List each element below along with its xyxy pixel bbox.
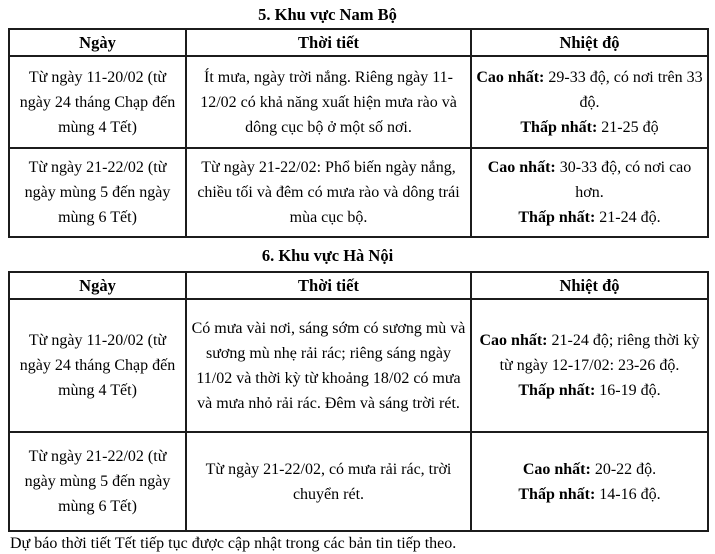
temp-low-value: 21-24 độ. (595, 209, 661, 226)
temp-low-line (476, 378, 703, 403)
temp-low-line (476, 115, 703, 140)
temp-high-value: 20-22 độ. (590, 460, 657, 478)
temperature-cell (471, 432, 708, 531)
temp-low-value: 21-25 độ (597, 118, 659, 136)
temp-high-value: 21-24 độ; riêng thời kỳ từ ngày 12-17/02: 23-26 độ. (499, 332, 700, 374)
column-header-weather: Thời tiết (186, 272, 471, 299)
weather-cell: Từ ngày 21-22/02, có mưa rải rác, trời chuyển rét. (186, 432, 471, 531)
section-title-nam-bo: 5. Khu vực Nam Bộ (258, 5, 397, 24)
temp-high-label: Cao nhất: (476, 68, 545, 86)
temp-high-value: 30-33 độ, có nơi cao hơn. (555, 159, 692, 201)
temp-high-label: Cao nhất: (479, 332, 548, 349)
table-row (9, 432, 708, 531)
temp-low-label: Thấp nhất: (518, 382, 596, 399)
temp-high-line (476, 65, 703, 115)
weather-table-ha-noi (8, 271, 709, 532)
temp-low-label: Thấp nhất: (518, 209, 596, 226)
temp-high-line (476, 155, 703, 205)
weather-cell: Có mưa vài nơi, sáng sớm có sương mù và sương mù nhẹ rải rác; riêng sáng ngày 11/02 và thời kỳ từ khoảng 18/02 có mưa và mưa nhỏ rải rác. Đêm và sáng trời rét. (186, 299, 471, 432)
temp-high-label: Cao nhất: (522, 460, 591, 478)
table-row (9, 299, 708, 432)
temp-low-line (476, 482, 703, 507)
temp-high-label: Cao nhất: (487, 159, 556, 176)
temp-low-value: 14-16 độ. (595, 485, 661, 503)
weather-table-nam-bo (8, 28, 709, 238)
column-header-temperature: Nhiệt độ (471, 29, 708, 56)
header-row (9, 272, 708, 299)
temp-low-label: Thấp nhất: (518, 485, 596, 503)
temp-low-label: Thấp nhất: (520, 118, 598, 136)
header-row (9, 29, 708, 56)
column-header-temperature: Nhiệt độ (471, 272, 708, 299)
section-title-ha-noi: 6. Khu vực Hà Nội (261, 246, 394, 265)
temperature-cell (471, 299, 708, 432)
temp-high-line (476, 328, 703, 378)
date-cell: Từ ngày 11-20/02 (từ ngày 24 tháng Chạp đến mùng 4 Tết) (9, 299, 186, 432)
weather-cell: Từ ngày 21-22/02: Phổ biến ngày nắng, chiều tối và đêm có mưa rào và dông trái mùa cục bộ. (186, 148, 471, 237)
temp-low-value: 16-19 độ. (595, 382, 661, 399)
date-cell: Từ ngày 21-22/02 (từ ngày mùng 5 đến ngày mùng 6 Tết) (9, 148, 186, 237)
date-cell: Từ ngày 11-20/02 (từ ngày 24 tháng Chạp đến mùng 4 Tết) (9, 56, 186, 148)
temp-high-line (476, 457, 703, 482)
column-header-weather: Thời tiết (186, 29, 471, 56)
truncated-text-line: Dự báo thời tiết Tết tiếp tục được cập nhật trong các bản tin tiếp theo. (10, 535, 457, 552)
column-header-date: Ngày (9, 272, 186, 299)
temp-high-value: 29-33 độ, có nơi trên 33 độ. (544, 68, 703, 111)
temp-low-line (476, 205, 703, 230)
table-row (9, 148, 708, 237)
weather-cell: Ít mưa, ngày trời nắng. Riêng ngày 11-12/02 có khả năng xuất hiện mưa rào và dông cục bộ ở một số nơi. (186, 56, 471, 148)
temperature-cell (471, 148, 708, 237)
column-header-date: Ngày (9, 29, 186, 56)
temperature-cell (471, 56, 708, 148)
date-cell: Từ ngày 21-22/02 (từ ngày mùng 5 đến ngày mùng 6 Tết) (9, 432, 186, 531)
table-row (9, 56, 708, 148)
